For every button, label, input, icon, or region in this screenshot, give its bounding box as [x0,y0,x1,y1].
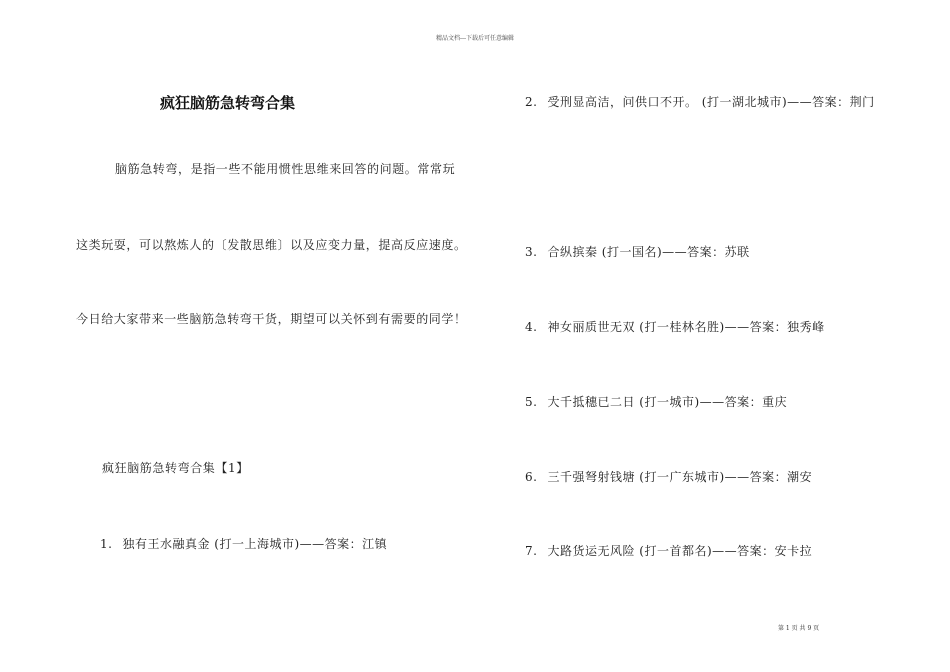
riddle-number: 5. [525,395,538,409]
intro-paragraph-line: 这类玩耍，可以熬炼人的〔发散思维〕以及应变力量，提高反应速度。 [76,238,467,252]
riddle-number: 4. [525,320,538,334]
riddle-item [525,93,875,110]
riddle-item [525,393,787,410]
riddle-item [525,318,825,335]
riddle-text: 神女丽质世无双 (打一桂林名胜)——答案：独秀峰 [547,320,825,334]
riddle-text: 大路货运无风险 (打一首都名)——答案：安卡拉 [547,544,813,558]
riddle-text: 独有王水融真金 (打一上海城市)——答案：江镇 [122,537,388,551]
intro-paragraph-line: 脑筋急转弯，是指一些不能用惯性思维来回答的问题。常常玩 [115,162,456,176]
riddle-text: 大千抵穗已二日 (打一城市)——答案：重庆 [547,395,788,409]
riddle-number: 2. [525,95,538,109]
riddle-number: 1. [100,537,113,551]
page-number-footer: 第 1 页 共 9 页 [778,625,820,632]
riddle-text: 合纵摈秦 (打一国名)——答案：苏联 [547,245,750,259]
riddle-item [525,243,750,260]
page-header: 精品文档---下载后可任意编辑 [435,35,515,42]
riddle-item [100,535,387,552]
riddle-number: 7. [525,544,538,558]
document-title: 疯狂脑筋急转弯合集 [160,94,296,112]
riddle-text: 受刑显高洁，问供口不开。 (打一湖北城市)——答案：荆门 [547,95,875,109]
intro-paragraph-line: 今日给大家带来一些脑筋急转弯干货，期望可以关怀到有需要的同学！ [76,312,467,326]
riddle-item [525,542,812,559]
riddle-number: 3. [525,245,538,259]
section-heading: 疯狂脑筋急转弯合集【1】 [102,461,249,475]
riddle-item [525,468,812,485]
riddle-text: 三千强弩射钱塘 (打一广东城市)——答案：潮安 [547,470,813,484]
riddle-number: 6. [525,470,538,484]
